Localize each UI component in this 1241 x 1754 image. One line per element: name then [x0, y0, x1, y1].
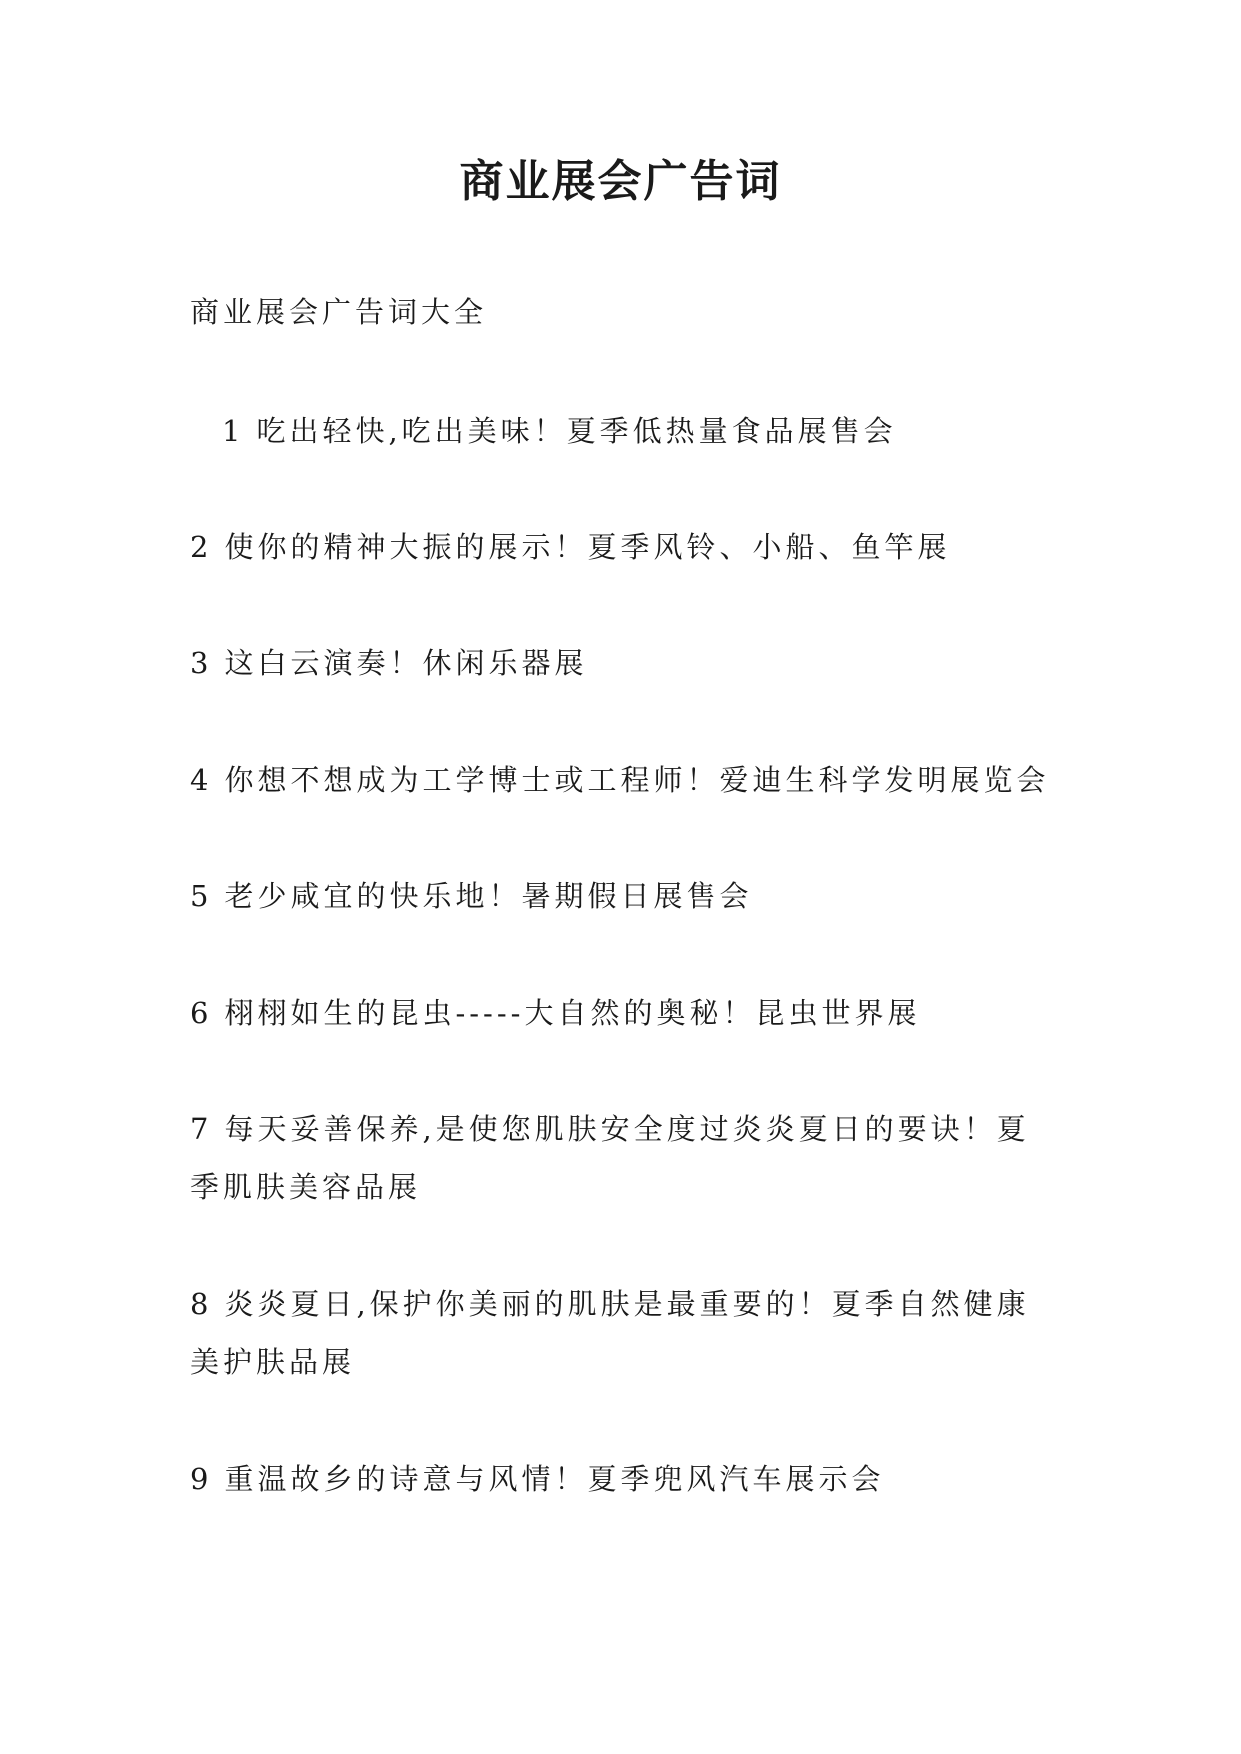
item-text: 这白云演奏！休闲乐器展: [224, 646, 588, 680]
item-number: 7: [190, 1112, 213, 1146]
list-item: [190, 984, 1060, 1042]
item-text: 炎炎夏日,保护你美丽的肌肤是最重要的！夏季自然健康美护肤品展: [190, 1287, 1030, 1379]
item-number: 9: [190, 1462, 213, 1496]
item-text: 重温故乡的诗意与风情！夏季兜风汽车展示会: [224, 1462, 885, 1496]
item-number: 3: [190, 646, 213, 680]
item-number: 1: [222, 414, 245, 448]
list-item: [190, 1100, 1060, 1216]
item-text: 吃出轻快,吃出美味！夏季低热量食品展售会: [256, 414, 897, 448]
item-text: 你想不想成为工学博士或工程师！爱迪生科学发明展览会: [224, 763, 1050, 797]
item-text: 栩栩如生的昆虫-----大自然的奥秘！昆虫世界展: [224, 996, 921, 1030]
page-subtitle: 商业展会广告词大全: [190, 295, 488, 329]
list-item: [190, 634, 1060, 692]
list-item: [190, 1275, 1060, 1391]
item-text: 老少咸宜的快乐地！暑期假日展售会: [224, 879, 753, 913]
item-number: 2: [190, 530, 213, 564]
list-item: [190, 518, 1060, 576]
list-item: [222, 402, 1060, 460]
item-text: 每天妥善保养,是使您肌肤安全度过炎炎夏日的要诀！夏季肌肤美容品展: [190, 1112, 1030, 1204]
list-item: [190, 751, 1060, 809]
item-number: 5: [190, 879, 213, 913]
item-number: 6: [190, 996, 213, 1030]
item-number: 8: [190, 1287, 213, 1321]
item-number: 4: [190, 763, 213, 797]
page-title: 商业展会广告词: [459, 156, 782, 207]
list-item: [190, 1450, 1060, 1508]
list-item: [190, 867, 1060, 925]
item-text: 使你的精神大振的展示！夏季风铃、小船、鱼竿展: [224, 530, 951, 564]
